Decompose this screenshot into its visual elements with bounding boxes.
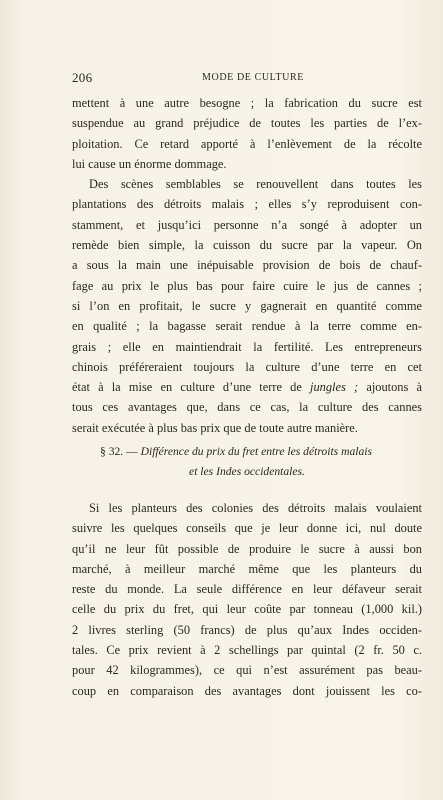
text-line: grais ; elle en maintiendrait la fertilité. Les entrepreneurs — [72, 339, 422, 354]
section-title-line1: Différence du prix du fret entre les détroits malais — [140, 445, 372, 458]
text-block-top — [72, 93, 422, 438]
page-number: 206 — [72, 70, 93, 85]
section-heading — [72, 442, 422, 482]
text-line: tous ces avantages que, dans ce cas, la culture des cannes — [72, 400, 422, 415]
page-header — [72, 70, 421, 86]
text-line: remède bien simple, la cuisson du sucre par la vapeur. On — [72, 238, 422, 253]
text-segment: état à la mise en culture d’une terre de — [72, 380, 311, 395]
text-line: coup en comparaison des avantages dont jouissent les co- — [72, 683, 422, 698]
text-line: serait exécutée à plus bas prix que de toute autre manière. — [72, 420, 358, 435]
text-line: ploitation. Ce retard apporté à l’enlèvement de la récolte — [72, 136, 422, 151]
text-block-bottom — [72, 498, 422, 701]
text-line: fage au prix le plus bas pour faire cuire le jus de cannes ; — [72, 278, 422, 293]
text-line: a sous la main une inépuisable provision de bois de chauf- — [72, 258, 422, 273]
text-line: suspendue au grand préjudice de toutes les parties de l’ex- — [72, 116, 422, 131]
text-line: si l’on en profitait, le sucre y gagnerait en quantité comme — [72, 298, 422, 313]
text-line: Des scènes semblables se renouvellent dans toutes les — [89, 177, 422, 192]
section-number: § 32. — — [100, 445, 138, 458]
text-line: lui cause un énorme dommage. — [72, 156, 227, 171]
text-line: Si les planteurs des colonies des détroits malais voulaient — [89, 501, 422, 515]
text-line: mettent à une autre besogne ; la fabrication du sucre est — [72, 96, 422, 110]
text-line: 2 livres sterling (50 francs) de plus qu’aux Indes occiden- — [72, 622, 422, 637]
text-line: en qualité ; la bagasse serait rendue à la terre comme en- — [72, 319, 422, 334]
text-line — [72, 377, 422, 397]
italic-word: jungles ; — [310, 380, 359, 395]
text-line: plantations des détroits malais ; elles s’y reproduisent con- — [72, 197, 422, 212]
section-heading-line1 — [72, 442, 422, 462]
section-title-line2: et les Indes occidentales. — [189, 465, 305, 478]
text-line: chinois préféreraient toujours la culture d’une terre en cet — [72, 359, 422, 374]
text-line: stamment, et jusqu’ici personne n’a songé à adopter un — [72, 217, 422, 232]
text-line: qu’il ne leur fût possible de produire le sucre à aussi bon — [72, 541, 422, 556]
text-line: marché, à meilleur marché même que les planteurs du — [72, 561, 422, 576]
text-line: tales. Ce prix revient à 2 schellings par quintal (2 fr. 50 c. — [72, 643, 422, 658]
text-line: suivre les quelques conseils que je leur donne ici, nul doute — [72, 521, 422, 536]
text-line: pour 42 kilogrammes), ce qui n’est assurément pas beau- — [72, 663, 422, 678]
running-title: MODE DE CULTURE — [202, 72, 304, 83]
text-line: reste du monde. La seule différence en leur défaveur serait — [72, 582, 422, 597]
text-line: celle du prix du fret, qui leur coûte par tonneau (1,000 kil.) — [72, 602, 422, 617]
text-segment: ajoutons à — [358, 380, 422, 395]
